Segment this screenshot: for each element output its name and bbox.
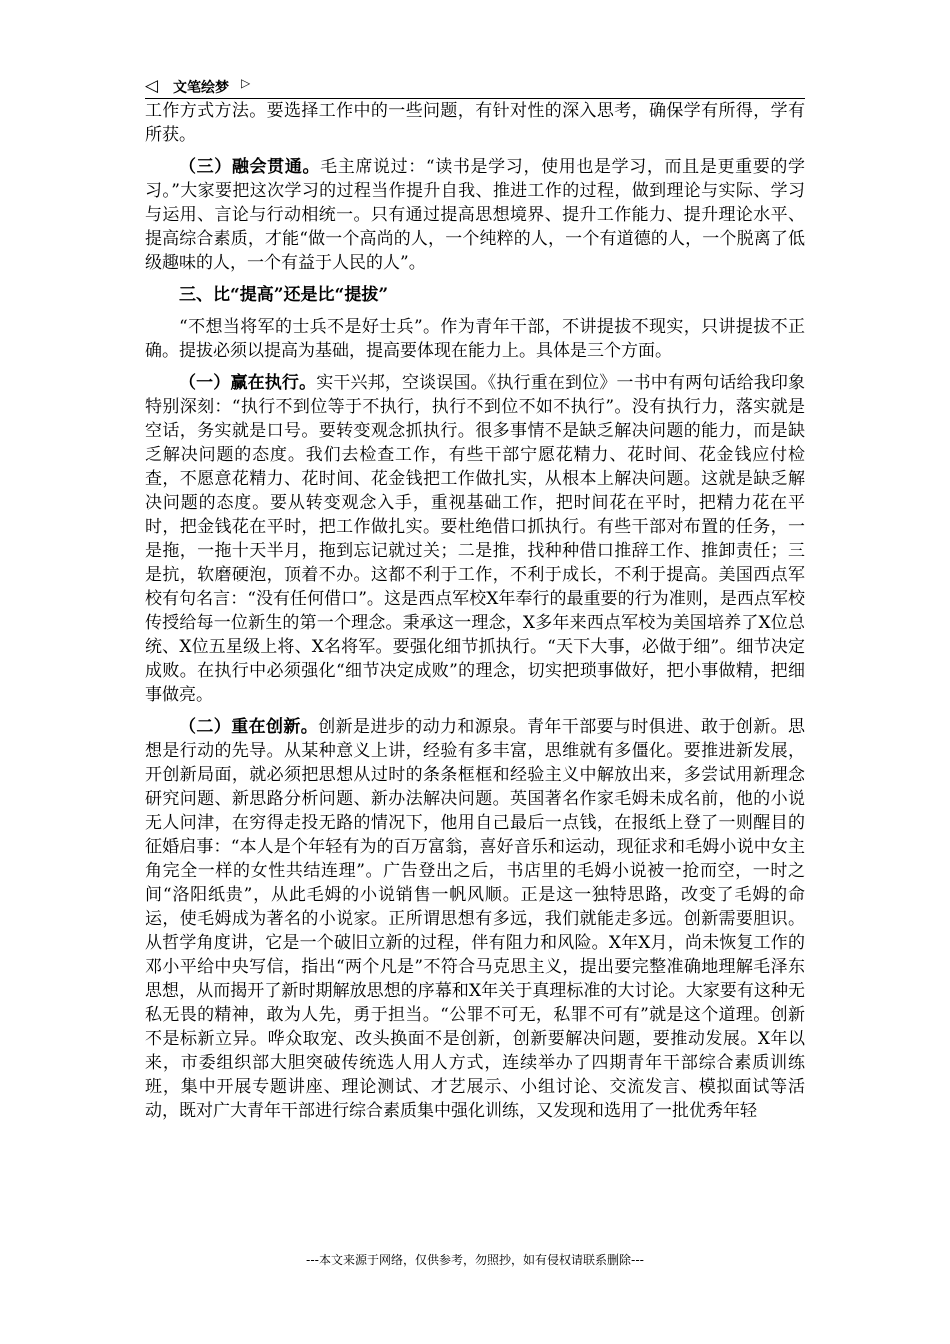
paragraph-fusion [145, 155, 805, 275]
paragraph-text: 创新是进步的动力和源泉。青年干部要与时俱进、敢于创新。思想是行动的先导。从某种意义上讲，经验有多丰富，思维就有多僵化。要推进新发展，开创新局面，就必须把思想从过时的条条框框和经验主义中解放出来，多尝试用新理念研究问题、新思路分析问题、新办法解决问题。英国著名作家毛姆未成名前，他的小说无人问津，在穷得走投无路的情况下，他用自己最后一点钱，在报纸上登了一则醒目的征婚启事：“本人是个年轻有为的百万富翁，喜好音乐和运动，现征求和毛姆小说中女主角完全一样的女性共结连理”。广告登出之后，书店里的毛姆小说被一抢而空，一时之间“洛阳纸贵”，从此毛姆的小说销售一帆风顺。正是这一独特思路，改变了毛姆的命运，使毛姆成为著名的小说家。正所谓思想有多远，我们就能走多远。创新需要胆识。从哲学角度讲，它是一个破旧立新的过程，伴有阻力和风险。X年X月，尚未恢复工作的邓小平给中央写信，指出“两个凡是”不符合马克思主义，提出要完整准确地理解毛泽东思想，从而揭开了新时期解放思想的序幕和X年关于真理标准的大讨论。大家要有这种无私无畏的精神，敢为人先，勇于担当。“公罪不可无，私罪不可有”就是这个道理。创新不是标新立异。哗众取宠、改头换面不是创新，创新要解决问题，要推动发展。X年以来，市委组织部大胆突破传统选人用人方式，连续举办了四期青年干部综合素质训练班，集中开展专题讲座、理论测试、才艺展示、小组讨论、交流发言、模拟面试等活动，既对广大青年干部进行综合素质集中强化训练，又发现和选用了一批优秀年轻 [145, 717, 806, 1121]
paragraph-continuation [145, 99, 805, 147]
document-body [145, 99, 805, 1131]
paragraph-innovation [145, 715, 805, 1123]
paragraph-lead: （二）重在创新。 [179, 717, 319, 737]
page-header [145, 74, 805, 99]
paragraph-text: 工作方式方法。要选择工作中的一些问题，有针对性的深入思考，确保学有所得，学有所获。 [145, 101, 805, 145]
paragraph-lead: （三）融会贯通。 [179, 157, 321, 177]
paragraph-text: “不想当将军的士兵不是好士兵”。作为青年干部，不讲提拔不现实，只讲提拔不正确。提拔必须以提高为基础，提高要体现在能力上。具体是三个方面。 [145, 317, 805, 361]
paragraph-execution [145, 371, 805, 707]
header-title: 文笔绘梦 [173, 80, 229, 96]
paragraph-text: 实干兴邦，空谈误国。《执行重在到位》一书中有两句话给我印象特别深刻：“执行不到位等于不执行，执行不到位不如不执行”。没有执行力，落实就是空话，务实就是口号。要转变观念抓执行。很多事情不是缺乏解决问题的能力，而是缺乏解决问题的态度。我们去检查工作，有些干部宁愿花精力、花时间、花金钱应付检查，不愿意花精力、花时间、花金钱把工作做扎实，从根本上解决问题。这就是缺乏解决问题的态度。要从转变观念入手，重视基础工作，把时间花在平时，把精力花在平时，把金钱花在平时，把工作做扎实。要杜绝借口抓执行。有些干部对布置的任务，一是拖，一拖十天半月，拖到忘记就过关；二是推，找种种借口推辞工作、推卸责任；三是抗，软磨硬泡，顶着不办。这都不利于工作，不利于成长，不利于提高。美国西点军校有句名言：“没有任何借口”。这是西点军校X年奉行的最重要的行为准则，是西点军校传授给每一位新生的第一个理念。秉承这一理念，X多年来西点军校为美国培养了X位总统、X位五星级上将、X名将军。要强化细节抓执行。“天下大事，必做于细”。细节决定成败。在执行中必须强化“细节决定成败”的理念，切实把琐事做好，把小事做精，把细事做亮。 [145, 373, 806, 705]
triangle-right-icon: ▷ [241, 76, 251, 90]
triangle-left-icon: ◁ [145, 76, 159, 96]
paragraph-intro [145, 315, 805, 363]
paragraph-lead: （一）赢在执行。 [179, 373, 317, 393]
paragraph-text: 毛主席说过：“读书是学习，使用也是学习，而且是更重要的学习。”大家要把这次学习的过程当作提升自我、推进工作的过程，做到理论与实际、学习与运用、言论与行动相统一。只有通过提高思想境界、提升工作能力、提升理论水平、提高综合素质，才能“做一个高尚的人，一个纯粹的人，一个有道德的人，一个脱离了低级趣味的人，一个有益于人民的人”。 [145, 157, 805, 273]
page-footer: ---本文来源于网络，仅供参考，勿照抄，如有侵权请联系删除--- [306, 1253, 644, 1267]
section-heading: 三、比“提高”还是比“提拔” [179, 285, 389, 305]
